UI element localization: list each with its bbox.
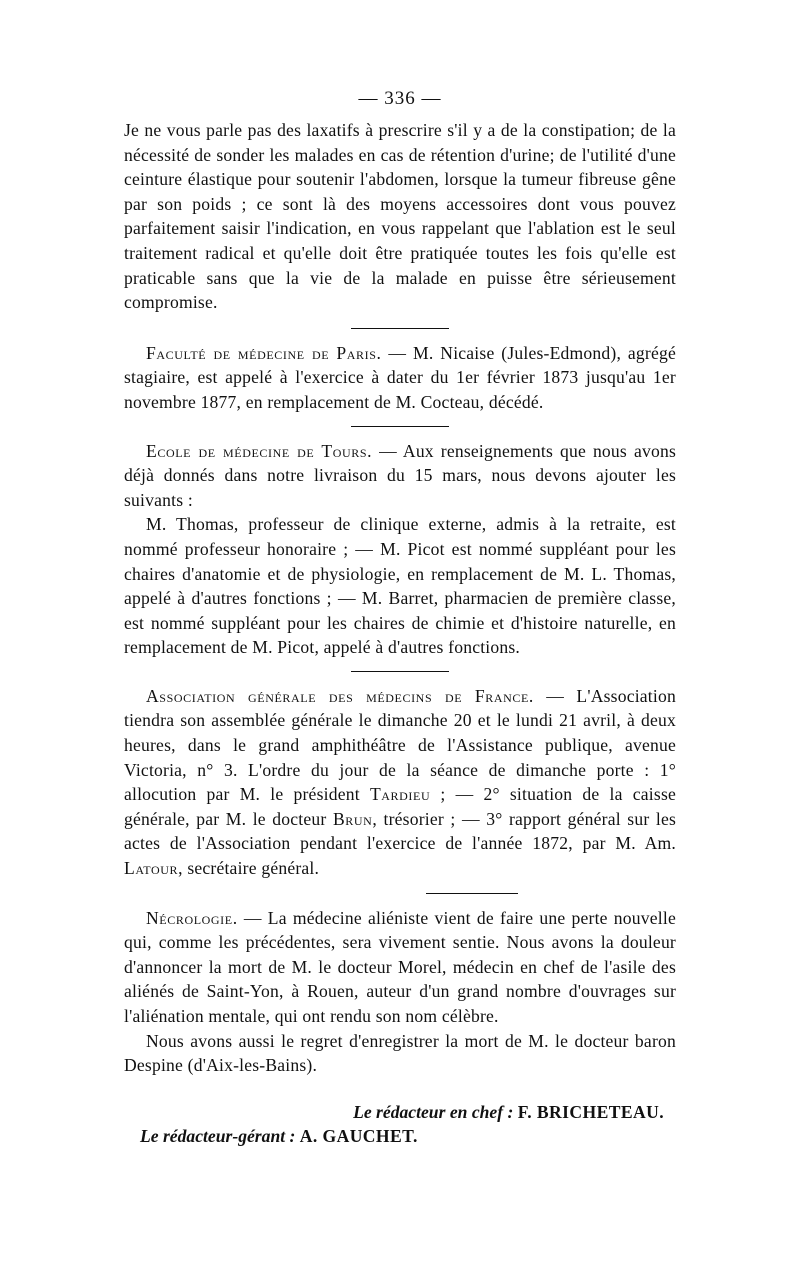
necrologie-paragraph: [124, 906, 676, 1029]
section-separator: [351, 426, 449, 427]
association-heading: Association générale des médecins de France.: [146, 685, 534, 706]
chief-editor-name: F. BRICHETEAU.: [517, 1101, 664, 1122]
association-text-1: — L'Association tiendra son assemblée générale le dimanche 20 et le lundi 21 avril, à deux heures, dans le grand amphithéâtre de l'Assistance publique, avenue Victoria, n° 3. L'ordre du jour de la séance de dimanche porte : 1° allocution par M. le président: [124, 685, 676, 805]
tours-paragraph-2: M. Thomas, professeur de clinique externe, admis à la retraite, est nommé professeur honoraire ; — M. Picot est nommé suppléant pour les chaires d'anatomie et de physiologie, en remplacement de M. L. Thomas, appelé à d'autres fonctions ; — M. Barret, pharmacien de première classe, est nommé suppléant pour les chaires de chimie et d'histoire naturelle, en remplacement de M. Picot, appelé à d'autres fonctions.: [124, 514, 676, 658]
association-name-tardieu: Tardieu: [369, 784, 431, 805]
document-page: [124, 88, 676, 1148]
page-number: — 336 —: [358, 88, 442, 109]
tours-paragraph: [124, 439, 676, 513]
necrologie-text: — La médecine aliéniste vient de faire une perte nouvelle qui, comme les précédentes, sera vivement sentie. Nous avons la douleur d'annoncer la mort de M. le docteur Morel, médecin en chef de l'asile des aliénés de Saint-Yon, à Rouen, auteur d'un grand nombre d'ouvrages sur l'aliénation mentale, qui ont rendu son nom célèbre.: [124, 907, 676, 1026]
association-name-brun: Brun: [332, 808, 373, 829]
managing-editor-name: A. GAUCHET.: [299, 1125, 418, 1146]
faculte-text: — M. Nicaise (Jules-Edmond), agrégé stagiaire, est appelé à l'exercice à dater du 1er février 1873 jusqu'au 1er novembre 1877, en remplacement de M. Cocteau, décédé.: [124, 342, 677, 412]
section-separator: [351, 671, 449, 672]
association-name-latour: Latour: [124, 858, 179, 879]
necrologie-paragraph-2: Nous avons aussi le regret d'enregistrer la mort de M. le docteur baron Despine (d'Aix-les-Bains).: [124, 1030, 676, 1076]
chief-editor-label: Le rédacteur en chef :: [353, 1101, 514, 1122]
tours-text: — Aux renseignements que nous avons déjà donnés dans notre livraison du 15 mars, nous devons ajouter les suivants :: [124, 440, 676, 510]
faculte-heading: Faculté de médecine de Paris.: [146, 342, 382, 363]
managing-editor-signature: [140, 1124, 676, 1148]
association-paragraph: [124, 684, 676, 881]
section-separator: [426, 893, 518, 894]
association-text-3: , trésorier ; — 3° rapport général sur les actes de l'Association pendant l'exercice de l'année 1872, par M. Am.: [124, 808, 676, 854]
tours-heading: Ecole de médecine de Tours.: [146, 440, 373, 461]
managing-editor-label: Le rédacteur-gérant :: [140, 1125, 296, 1146]
association-text-2: ; — 2° situation de la caisse générale, par M. le docteur: [124, 784, 676, 829]
section-separator: [351, 328, 449, 329]
necrologie-heading: Nécrologie.: [146, 907, 238, 928]
intro-paragraph: Je ne vous parle pas des laxatifs à prescrire s'il y a de la constipation; de la nécessité de sonder les malades en cas de rétention d'urine; de l'utilité d'une ceinture élastique pour soutenir l'abdomen, lorsque la tumeur fibreuse gêne par son poids ; ce sont là des moyens accessoires dont vous pouvez parfaitement saisir l'indication, en vous rappelant que l'ablation est le seul traitement radical et qu'elle doit être pratiquée toutes les fois qu'elle est praticable sans que la vie de la malade en puisse être sérieusement compromise.: [124, 120, 676, 313]
chief-editor-signature: [124, 1100, 676, 1124]
association-text-4: , secrétaire général.: [178, 858, 320, 879]
faculte-paragraph: [124, 341, 676, 415]
